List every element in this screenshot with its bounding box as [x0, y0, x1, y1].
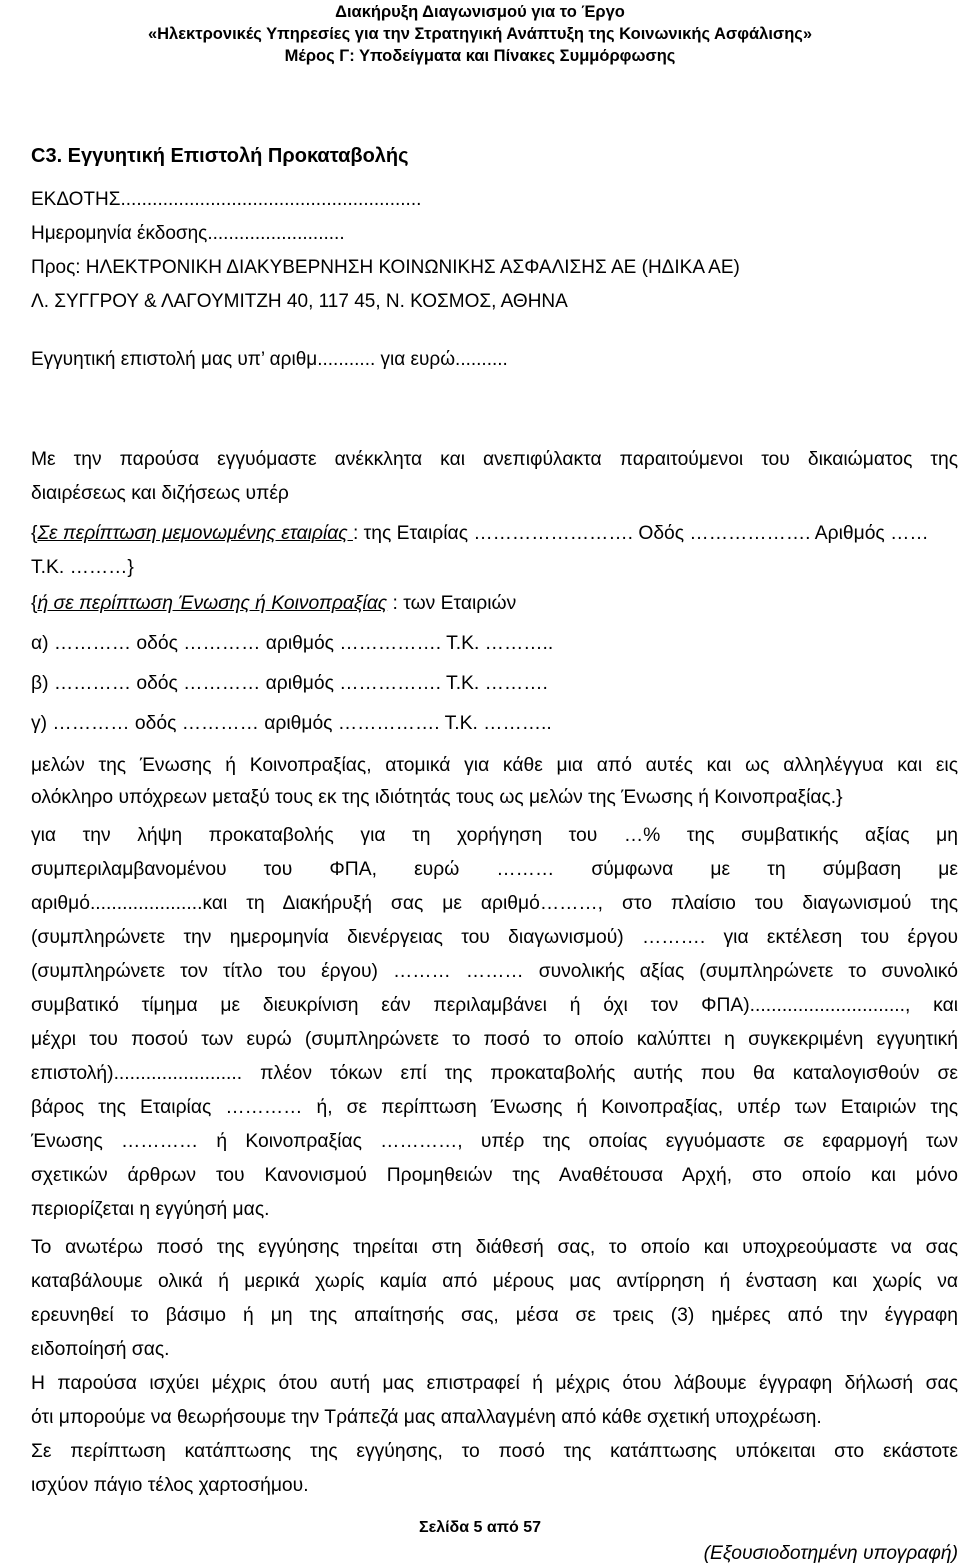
paragraph-3-line-1: Η παρούσα ισχύει μέχρις ότου αυτή μας επιστραφεί ή μέχρις ότου λάβουμε έγγραφη δήλωσή σας: [31, 1373, 958, 1394]
header-line-1: Διακήρυξη Διαγωνισμού για το Έργο: [335, 3, 625, 21]
paragraph-1-line-11: σχετικών άρθρων του Κανονισμού Προμηθειών της Αναθέτουσα Αρχή, στο οποίο και μόνο: [31, 1165, 958, 1186]
paragraph-1-line-3: αριθμό.....................και τη Διακήρυξή σας με αριθμό………, στο πλαίσιο του διαγωνισμού της: [31, 893, 958, 914]
single-company-postcode: Τ.Κ. ………}: [31, 557, 134, 578]
paragraph-1-line-12: περιορίζεται η εγγύησή μας.: [31, 1199, 270, 1220]
paragraph-1-line-7: μέχρι του ποσού των ευρώ (συμπληρώνετε το ποσό το οποίο καλύπτει η συγκεκριμένη εγγυητική: [31, 1029, 958, 1050]
paragraph-1-line-5: (συμπληρώνετε τον τίτλο του έργου) ……… ……… συνολικής αξίας (συμπληρώνετε το συνολικό: [31, 961, 958, 982]
paragraph-2-line-2: καταβάλουμε ολικά ή μερικά χωρίς καμία από μέρους μας αντίρρηση ή ένσταση και χωρίς να: [31, 1271, 958, 1292]
paragraph-4-line-1: Σε περίπτωση κατάπτωσης της εγγύησης, το ποσό της κατάπτωσης υπόκειται στο εκάστοτε: [31, 1441, 958, 1462]
brace-open: {: [31, 593, 38, 614]
paragraph-1-line-8: επιστολή)........................ πλέον τόκων επί της προκαταβολής αυτής που θα καταλογισθούν σε: [31, 1063, 958, 1084]
paragraph-2-line-3: ερευνηθεί το βάσιμο ή μη της απαίτησής σας, μέσα σε τρεις (3) ημέρες από την έγγραφη: [31, 1305, 958, 1326]
member-a-line: α) ………… οδός ………… αριθμός ……………. Τ.Κ. ………..: [31, 633, 554, 654]
single-company-label: Σε περίπτωση μεμονωμένης εταιρίας: [37, 523, 353, 544]
header-line-3: Μέρος Γ: Υποδείγματα και Πίνακες Συμμόρφωσης: [284, 47, 676, 65]
single-company-clause: [31, 520, 929, 548]
paragraph-1-line-4: (συμπληρώνετε την ημερομηνία διενέργειας του διαγωνισμού) ………. για εκτέλεση του έργου: [31, 927, 958, 948]
joint-venture-rest: : των Εταιριών: [387, 593, 517, 614]
paragraph-1-line-10: Ένωσης ………… ή Κοινοπραξίας …………, υπέρ της οποίας εγγυόμαστε σε εφαρμογή των: [31, 1131, 958, 1152]
paragraph-3-line-2: ότι μπορούμε να θεωρήσουμε την Τράπεζά μας απαλλαγμένη από κάθε σχετική υποχρέωση.: [31, 1407, 822, 1428]
authorized-signature: (Εξουσιοδοτημένη υπογραφή): [703, 1543, 958, 1564]
paragraph-1-line-6: συμβατικό τίμημα με διευκρίνιση εάν περιλαμβάνει ή όχι τον ΦΠΑ)............................., και: [31, 995, 958, 1016]
members-line-1: μελών της Ένωσης ή Κοινοπραξίας, ατομικά για κάθε μια από αυτές και ως αλληλέγγυα και εις: [31, 755, 958, 776]
page-number: Σελίδα 5 από 57: [419, 1519, 541, 1536]
paragraph-4-line-2: ισχύον πάγιο τέλος χαρτοσήμου.: [31, 1475, 309, 1496]
intro-line-1: Με την παρούσα εγγυόμαστε ανέκκλητα και ανεπιφύλακτα παραιτούμενοι του δικαιώματος της: [31, 449, 958, 470]
recipient-line: Προς: ΗΛΕΚΤΡΟΝΙΚΗ ΔΙΑΚΥΒΕΡΝΗΣΗ ΚΟΙΝΩΝΙΚΗΣ ΑΣΦΑΛΙΣΗΣ ΑΕ (ΗΔΙΚΑ ΑΕ): [31, 257, 740, 278]
paragraph-1-line-9: βάρος της Εταιρίας ………… ή, σε περίπτωση Ένωσης ή Κοινοπραξίας, υπέρ των Εταιριών της: [31, 1097, 958, 1118]
single-company-fields: : της Εταιρίας ……………………. Οδός ………………. Αριθμός ……: [352, 523, 929, 544]
member-b-line: β) ………… οδός ………… αριθμός ……………. Τ.Κ. ……….: [31, 673, 548, 694]
issue-date-line: Ημερομηνία έκδοσης..........................: [31, 223, 345, 244]
brace-open: {: [31, 523, 38, 544]
section-title: C3. Εγγυητική Επιστολή Προκαταβολής: [31, 145, 409, 167]
intro-line-2: διαιρέσεως και διζήσεως υπέρ: [31, 483, 289, 504]
paragraph-2-line-1: Το ανωτέρω ποσό της εγγύησης τηρείται στη διάθεσή σας, το οποίο και υποχρεούμαστε να σας: [31, 1237, 958, 1258]
paragraph-1-line-2: συμπεριλαμβανομένου του ΦΠΑ, ευρώ ……… σύμφωνα με τη σύμβαση με: [31, 859, 958, 880]
document-header: [0, 0, 960, 67]
issuer-line: ΕΚΔΟΤΗΣ.........................................................: [31, 189, 422, 210]
member-c-line: γ) ………… οδός ………… αριθμός ……………. Τ.Κ. ………..: [31, 713, 552, 734]
joint-venture-label: ή σε περίπτωση Ένωσης ή Κοινοπραξίας: [37, 593, 388, 614]
address-line: Λ. ΣΥΓΓΡΟΥ & ΛΑΓΟΥΜΙΤΖΗ 40, 117 45, Ν. ΚΟΣΜΟΣ, ΑΘΗΝΑ: [31, 291, 568, 312]
joint-venture-clause: [31, 590, 516, 618]
header-line-2: «Ηλεκτρονικές Υπηρεσίες για την Στρατηγική Ανάπτυξη της Κοινωνικής Ασφάλισης»: [147, 25, 813, 43]
guarantee-number-line: Εγγυητική επιστολή μας υπ’ αριθμ........... για ευρώ..........: [31, 349, 508, 370]
members-line-2: ολόκληρο υπόχρεων μεταξύ τους εκ της ιδιότητάς τους ως μελών της Ένωσης ή Κοινοπραξίας.}: [31, 787, 843, 808]
paragraph-1-line-1: για την λήψη προκαταβολής για τη χορήγηση του …% της συμβατικής αξίας μη: [31, 825, 958, 846]
paragraph-2-line-4: ειδοποίησή σας.: [31, 1339, 170, 1360]
